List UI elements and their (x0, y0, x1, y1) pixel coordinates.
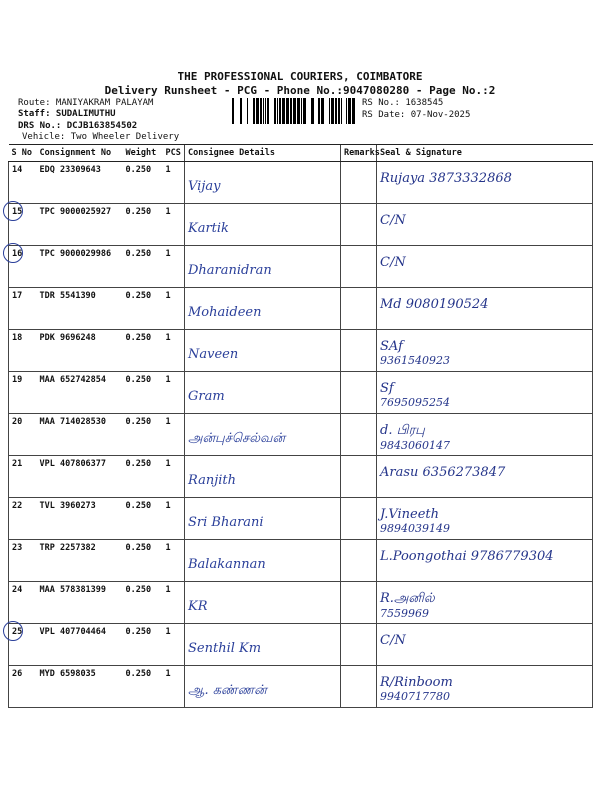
row-sno: 15 (9, 204, 37, 246)
signature-handwriting: L.Poongothai 9786779304 (380, 549, 554, 564)
row-signature (377, 624, 593, 666)
barcode-bar (253, 98, 255, 124)
col-signature: Seal & Signature (377, 145, 593, 162)
row-remarks (341, 288, 377, 330)
row-pcs: 1 (163, 456, 185, 498)
barcode-bar (293, 98, 296, 124)
row-consignment-no: PDK 9696248 (37, 330, 123, 372)
row-sno: 21 (9, 456, 37, 498)
row-sno: 19 (9, 372, 37, 414)
row-pcs: 1 (163, 414, 185, 456)
col-consignment: Consignment No (37, 145, 123, 162)
rs-number: RS No.: 1638545 (362, 98, 444, 108)
row-consignee (185, 372, 341, 414)
row-remarks (341, 456, 377, 498)
row-consignment-no: TVL 3960273 (37, 498, 123, 540)
row-pcs: 1 (163, 246, 185, 288)
row-remarks (341, 540, 377, 582)
row-consignment-no: MAA 714028530 (37, 414, 123, 456)
row-signature (377, 288, 593, 330)
route-label: Route: MANIYAKRAM PALAYAM (18, 98, 154, 108)
row-remarks (341, 414, 377, 456)
row-circle-mark (3, 621, 23, 641)
row-weight: 0.250 (123, 414, 163, 456)
signature-handwriting: Arasu 6356273847 (380, 465, 506, 480)
barcode-bar (256, 98, 259, 124)
row-sno: 23 (9, 540, 37, 582)
row-sno: 16 (9, 246, 37, 288)
row-pcs: 1 (163, 582, 185, 624)
staff-label: Staff: SUDALIMUTHU (18, 109, 116, 119)
signature-phone: 7695095254 (380, 396, 450, 409)
signature-phone: 9843060147 (380, 439, 450, 452)
row-signature (377, 246, 593, 288)
row-weight: 0.250 (123, 624, 163, 666)
row-remarks (341, 204, 377, 246)
row-circle-mark (3, 201, 23, 221)
table-row (9, 414, 593, 456)
barcode-bar (286, 98, 289, 124)
barcode-bar (329, 98, 330, 124)
signature-handwriting: J.Vineeth (380, 507, 440, 522)
barcode-bar (297, 98, 300, 124)
row-sno: 26 (9, 666, 37, 708)
barcode-bar (290, 98, 292, 124)
row-consignment-no: MAA 578381399 (37, 582, 123, 624)
barcode-bar (301, 98, 302, 124)
signature-handwriting: C/N (380, 633, 406, 648)
signature-handwriting: C/N (380, 255, 406, 270)
row-pcs: 1 (163, 540, 185, 582)
row-consignment-no: TPC 9000025927 (37, 204, 123, 246)
barcode-bar (279, 98, 281, 124)
row-weight: 0.250 (123, 456, 163, 498)
row-remarks (341, 498, 377, 540)
row-remarks (341, 372, 377, 414)
table-row (9, 540, 593, 582)
table-row (9, 498, 593, 540)
row-consignee (185, 330, 341, 372)
row-consignment-no: TRP 2257382 (37, 540, 123, 582)
row-weight: 0.250 (123, 582, 163, 624)
row-sno: 20 (9, 414, 37, 456)
vehicle-label: Vehicle: Two Wheeler Delivery (22, 132, 180, 142)
signature-phone: 7559969 (380, 607, 429, 620)
row-consignment-no: TDR 5541390 (37, 288, 123, 330)
table-row (9, 288, 593, 330)
col-remarks: Remarks (341, 145, 377, 162)
table-row (9, 204, 593, 246)
row-weight: 0.250 (123, 162, 163, 204)
row-consignee (185, 414, 341, 456)
signature-handwriting: C/N (380, 213, 406, 228)
consignee-handwriting: Gram (188, 389, 225, 404)
signature-handwriting: d. பிரபு (380, 423, 425, 438)
row-consignee (185, 666, 341, 708)
barcode-bar (335, 98, 337, 124)
barcode-bar (263, 98, 264, 124)
signature-handwriting: R/Rinboom (380, 675, 453, 690)
barcode-bar (247, 98, 248, 124)
row-signature (377, 582, 593, 624)
table-row (9, 246, 593, 288)
row-consignee (185, 288, 341, 330)
row-remarks (341, 582, 377, 624)
rs-date: RS Date: 07-Nov-2025 (362, 110, 471, 120)
row-weight: 0.250 (123, 330, 163, 372)
row-sno: 14 (9, 162, 37, 204)
document-subtitle: Delivery Runsheet - PCG - Phone No.:9047080280 - Page No.:2 (104, 84, 496, 97)
row-weight: 0.250 (123, 246, 163, 288)
table-row (9, 330, 593, 372)
table-row (9, 624, 593, 666)
consignee-handwriting: Ranjith (188, 473, 236, 488)
row-weight: 0.250 (123, 498, 163, 540)
runsheet-table (8, 144, 593, 708)
row-pcs: 1 (163, 624, 185, 666)
row-pcs: 1 (163, 204, 185, 246)
consignee-handwriting: Sri Bharani (188, 515, 264, 530)
row-consignee (185, 246, 341, 288)
row-pcs: 1 (163, 372, 185, 414)
barcode-bar (341, 98, 342, 124)
row-weight: 0.250 (123, 204, 163, 246)
signature-phone: 9894039149 (380, 522, 450, 535)
row-pcs: 1 (163, 330, 185, 372)
row-sno: 17 (9, 288, 37, 330)
document-title: THE PROFESSIONAL COURIERS, COIMBATORE (177, 70, 423, 83)
row-signature (377, 498, 593, 540)
drs-number: DRS No.: DCJB163854502 (18, 121, 138, 131)
barcode (232, 98, 357, 124)
row-signature (377, 666, 593, 708)
row-consignee (185, 162, 341, 204)
row-remarks (341, 666, 377, 708)
consignee-handwriting: Senthil Km (188, 641, 262, 656)
table-row (9, 582, 593, 624)
barcode-bar (338, 98, 340, 124)
row-pcs: 1 (163, 498, 185, 540)
col-weight: Weight (123, 145, 163, 162)
barcode-bar (282, 98, 285, 124)
row-weight: 0.250 (123, 372, 163, 414)
barcode-bar (348, 98, 351, 124)
row-weight: 0.250 (123, 666, 163, 708)
row-signature (377, 204, 593, 246)
barcode-bar (352, 98, 355, 124)
row-pcs: 1 (163, 288, 185, 330)
barcode-bar (274, 98, 276, 124)
row-remarks (341, 162, 377, 204)
consignee-handwriting: Naveen (188, 347, 239, 362)
table-header-row (9, 145, 593, 162)
table-row (9, 162, 593, 204)
row-signature (377, 162, 593, 204)
row-signature (377, 540, 593, 582)
consignee-handwriting: அன்புச்செல்வன் (188, 431, 286, 446)
consignee-handwriting: ஆ. கண்ணன் (188, 683, 267, 698)
row-pcs: 1 (163, 162, 185, 204)
barcode-bar (267, 98, 269, 124)
row-signature (377, 456, 593, 498)
signature-phone: 9361540923 (380, 354, 450, 367)
table-row (9, 456, 593, 498)
row-consignment-no: EDQ 23309643 (37, 162, 123, 204)
row-circle-mark (3, 243, 23, 263)
row-consignee (185, 498, 341, 540)
table-row (9, 666, 593, 708)
row-weight: 0.250 (123, 288, 163, 330)
barcode-bar (260, 98, 262, 124)
row-consignee (185, 540, 341, 582)
row-sno: 25 (9, 624, 37, 666)
row-sno: 18 (9, 330, 37, 372)
row-consignee (185, 456, 341, 498)
barcode-bar (331, 98, 334, 124)
barcode-bar (265, 98, 266, 124)
row-signature (377, 414, 593, 456)
row-consignee (185, 582, 341, 624)
barcode-bar (346, 98, 347, 124)
barcode-bar (321, 98, 324, 124)
row-remarks (341, 624, 377, 666)
signature-handwriting: Rujaya 3873332868 (380, 171, 512, 186)
row-weight: 0.250 (123, 540, 163, 582)
signature-handwriting: SAf (380, 339, 403, 354)
consignee-handwriting: Mohaideen (188, 305, 262, 320)
row-sno: 24 (9, 582, 37, 624)
consignee-handwriting: Balakannan (188, 557, 266, 572)
row-signature (377, 372, 593, 414)
barcode-bar (311, 98, 314, 124)
barcode-bar (318, 98, 320, 124)
row-consignment-no: MAA 652742854 (37, 372, 123, 414)
row-sno: 22 (9, 498, 37, 540)
signature-phone: 9940717780 (380, 690, 450, 703)
consignee-handwriting: Vijay (188, 179, 221, 194)
barcode-bar (240, 98, 242, 124)
row-remarks (341, 330, 377, 372)
table-row (9, 372, 593, 414)
row-remarks (341, 246, 377, 288)
signature-handwriting: Md 9080190524 (380, 297, 489, 312)
col-sno: S No (9, 145, 37, 162)
signature-handwriting: Sf (380, 381, 394, 396)
signature-handwriting: R.அனில் (380, 591, 435, 606)
barcode-bar (303, 98, 306, 124)
row-pcs: 1 (163, 666, 185, 708)
consignee-handwriting: Kartik (188, 221, 229, 236)
row-signature (377, 330, 593, 372)
consignee-handwriting: Dharanidran (188, 263, 272, 278)
row-consignee (185, 204, 341, 246)
barcode-bar (277, 98, 278, 124)
row-consignment-no: VPL 407704464 (37, 624, 123, 666)
col-pcs: PCS (163, 145, 185, 162)
barcode-bar (232, 98, 234, 124)
consignee-handwriting: KR (188, 599, 208, 614)
col-consignee: Consignee Details (185, 145, 341, 162)
row-consignment-no: VPL 407806377 (37, 456, 123, 498)
row-consignee (185, 624, 341, 666)
row-consignment-no: TPC 9000029986 (37, 246, 123, 288)
row-consignment-no: MYD 6598035 (37, 666, 123, 708)
